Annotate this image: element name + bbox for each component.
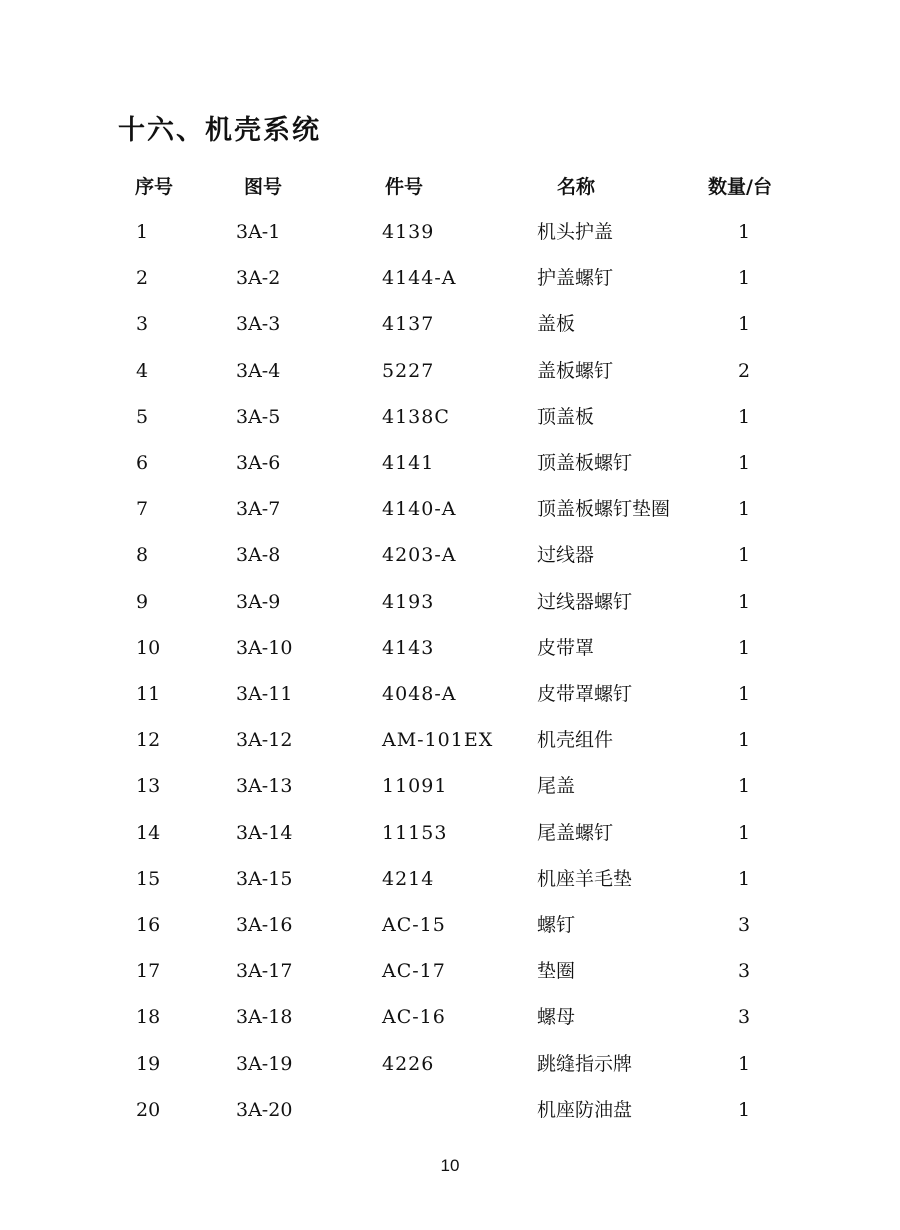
table-row (0, 674, 900, 714)
table-row (0, 997, 900, 1037)
cell-part: 4141 (382, 452, 435, 474)
cell-qty: 1 (737, 590, 751, 613)
table-row (0, 951, 900, 991)
cell-qty: 3 (737, 1006, 751, 1029)
cell-figure: 3A-17 (236, 960, 293, 983)
table-row (0, 489, 900, 529)
table-row (0, 813, 900, 853)
cell-figure: 3A-20 (236, 1098, 293, 1121)
cell-qty: 3 (737, 914, 751, 936)
header-no: 序号 (134, 176, 173, 198)
cell-part: AC-15 (382, 914, 446, 936)
cell-name: 顶盖板螺钉垫圈 (537, 498, 671, 521)
cell-figure: 3A-3 (236, 313, 281, 336)
table-row (0, 766, 900, 806)
cell-figure: 3A-16 (236, 914, 293, 936)
cell-no: 7 (136, 498, 149, 521)
cell-no: 13 (136, 775, 161, 798)
cell-qty: 1 (737, 683, 751, 705)
cell-figure: 3A-15 (236, 867, 293, 890)
cell-figure: 3A-9 (236, 590, 281, 613)
cell-figure: 3A-1 (236, 221, 281, 243)
cell-figure: 3A-6 (236, 452, 281, 474)
cell-no: 19 (136, 1052, 161, 1075)
cell-part: 4226 (382, 1052, 435, 1075)
cell-name: 尾盖螺钉 (537, 821, 614, 844)
cell-qty: 1 (737, 498, 751, 521)
cell-figure: 3A-2 (236, 267, 281, 290)
cell-name: 螺钉 (537, 914, 576, 936)
cell-part: 11091 (382, 775, 448, 798)
cell-no: 14 (136, 821, 161, 844)
table-row (0, 351, 900, 391)
cell-name: 跳缝指示牌 (537, 1052, 633, 1075)
cell-no: 6 (136, 452, 149, 474)
table-row (0, 443, 900, 483)
cell-name: 机座羊毛垫 (537, 867, 633, 890)
cell-no: 5 (136, 405, 149, 428)
cell-qty: 1 (737, 1098, 751, 1121)
cell-name: 顶盖板螺钉 (537, 452, 633, 474)
cell-name: 过线器螺钉 (537, 590, 633, 613)
cell-name: 盖板螺钉 (537, 359, 614, 382)
cell-no: 18 (136, 1006, 161, 1029)
cell-name: 皮带罩螺钉 (537, 683, 633, 705)
table-row (0, 628, 900, 668)
cell-qty: 1 (737, 729, 751, 752)
cell-no: 8 (136, 544, 149, 567)
cell-no: 4 (136, 359, 149, 382)
table-row (0, 720, 900, 760)
cell-no: 16 (136, 914, 161, 936)
cell-qty: 1 (737, 821, 751, 844)
cell-figure: 3A-14 (236, 821, 293, 844)
cell-qty: 1 (737, 544, 751, 567)
header-qty: 数量/台 (708, 176, 772, 198)
cell-name: 皮带罩 (537, 636, 595, 659)
cell-name: 机头护盖 (537, 221, 614, 243)
table-row (0, 582, 900, 622)
cell-name: 螺母 (537, 1006, 576, 1029)
cell-figure: 3A-11 (236, 683, 293, 705)
cell-figure: 3A-12 (236, 729, 293, 752)
table-row (0, 859, 900, 899)
cell-part: AM-101EX (382, 729, 494, 752)
cell-part: 4140-A (382, 498, 457, 521)
cell-no: 10 (136, 636, 161, 659)
cell-part: 5227 (382, 359, 435, 382)
page-number: 10 (440, 1156, 460, 1175)
cell-no: 15 (136, 867, 161, 890)
header-name: 名称 (557, 176, 596, 198)
table-row (0, 212, 900, 252)
cell-part: 4048-A (382, 683, 457, 705)
cell-qty: 1 (737, 867, 751, 890)
cell-no: 3 (136, 313, 149, 336)
cell-qty: 3 (737, 960, 751, 983)
cell-figure: 3A-18 (236, 1006, 293, 1029)
table-row (0, 397, 900, 437)
header-part: 件号 (385, 176, 424, 198)
cell-figure: 3A-19 (236, 1052, 293, 1075)
cell-part: 11153 (382, 821, 448, 844)
cell-name: 垫圈 (537, 960, 576, 983)
cell-figure: 3A-8 (236, 544, 281, 567)
cell-no: 17 (136, 960, 161, 983)
cell-part: 4144-A (382, 267, 457, 290)
cell-no: 11 (136, 683, 161, 705)
table-row (0, 304, 900, 344)
table-row (0, 258, 900, 298)
cell-part: AC-16 (382, 1006, 446, 1029)
table-row (0, 1090, 900, 1130)
table-header (0, 167, 900, 207)
cell-qty: 1 (737, 636, 751, 659)
cell-name: 机座防油盘 (537, 1098, 633, 1121)
cell-figure: 3A-10 (236, 636, 293, 659)
cell-qty: 1 (737, 221, 751, 243)
cell-name: 过线器 (537, 544, 595, 567)
cell-qty: 1 (737, 1052, 751, 1075)
section-title: 十六、机壳系统 (118, 115, 321, 146)
cell-no: 1 (136, 221, 149, 243)
cell-name: 顶盖板 (537, 405, 595, 428)
cell-qty: 1 (737, 775, 751, 798)
cell-part: AC-17 (382, 960, 446, 983)
header-figure: 图号 (244, 176, 283, 198)
cell-qty: 2 (737, 359, 751, 382)
cell-no: 20 (136, 1098, 161, 1121)
cell-name: 机壳组件 (537, 729, 614, 752)
cell-no: 9 (136, 590, 149, 613)
cell-part: 4193 (382, 590, 435, 613)
table-row (0, 1044, 900, 1084)
cell-qty: 1 (737, 452, 751, 474)
cell-part: 4137 (382, 313, 435, 336)
cell-qty: 1 (737, 405, 751, 428)
cell-part: 4143 (382, 636, 435, 659)
cell-name: 盖板 (537, 313, 576, 336)
cell-part: 4139 (382, 221, 435, 243)
cell-part: 4203-A (382, 544, 457, 567)
cell-figure: 3A-5 (236, 405, 281, 428)
cell-figure: 3A-13 (236, 775, 293, 798)
cell-no: 2 (136, 267, 149, 290)
cell-figure: 3A-7 (236, 498, 281, 521)
cell-qty: 1 (737, 313, 751, 336)
cell-name: 尾盖 (537, 775, 576, 798)
cell-figure: 3A-4 (236, 359, 281, 382)
cell-no: 12 (136, 729, 161, 752)
table-row (0, 535, 900, 575)
table-row (0, 905, 900, 945)
cell-qty: 1 (737, 267, 751, 290)
cell-part: 4138C (382, 405, 450, 428)
cell-name: 护盖螺钉 (537, 267, 614, 290)
cell-part: 4214 (382, 867, 435, 890)
